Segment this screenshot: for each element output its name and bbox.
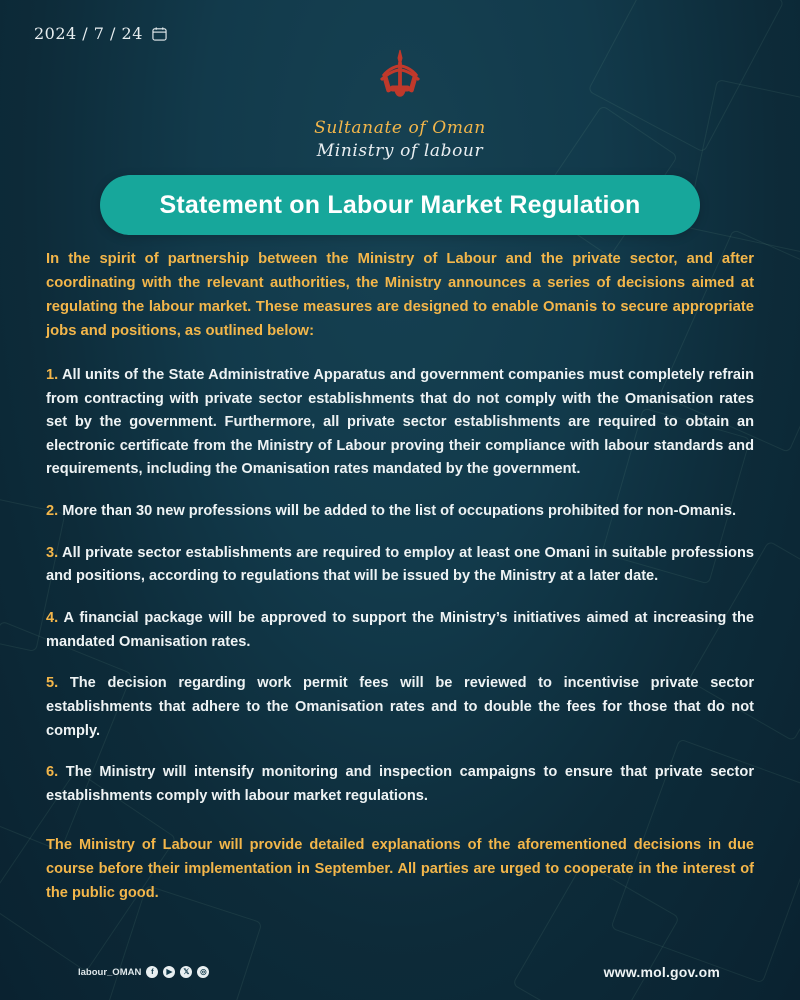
- facebook-icon[interactable]: f: [146, 966, 158, 978]
- org-line-2: Ministry of labour: [316, 140, 484, 161]
- item-number: 5.: [46, 675, 59, 692]
- social-handle-group: [78, 966, 209, 978]
- emblem-block: [0, 46, 800, 163]
- statement-title-banner: [100, 175, 700, 235]
- item-number: 4.: [46, 610, 59, 626]
- item-text: The decision regarding work permit fees will be reviewed to incentivise private sector establishments that adhere to the Omanisation rates and to double the fees for those that do not comply.: [46, 675, 754, 739]
- social-handle: labour_OMAN: [78, 966, 142, 978]
- list-item: [46, 761, 754, 808]
- item-text: More than 30 new professions will be added to the list of occupations prohibited for non-Omanis.: [62, 503, 737, 520]
- org-line-1: Sultanate of Oman: [314, 118, 486, 138]
- youtube-icon[interactable]: ▶: [163, 966, 175, 978]
- item-text: All units of the State Administrative Apparatus and government companies must completely refrain from contracting with private sector establishments that do not comply with the Omanisation rates set by the government. Furthermore, all private sector establishments are required to obtain an electronic certificate from the Ministry of Labour proving their compliance with labour standards and requirements, including the Omanisation rates mandated by the government.: [46, 366, 754, 478]
- item-number: 3.: [46, 544, 59, 561]
- item-number: 2.: [46, 503, 59, 520]
- organization-name: [0, 117, 800, 163]
- list-item: [46, 542, 754, 589]
- item-number: 1.: [46, 366, 59, 383]
- page-title: Statement on Labour Market Regulation: [159, 190, 641, 219]
- closing-paragraph: The Ministry of Labour will provide detailed explanations of the aforementioned decisions in due course before their implementation in September. All parties are urged to cooperate in the interest of the public good.: [46, 837, 754, 901]
- lead-paragraph: In the spirit of partnership between the Ministry of Labour and the private sector, and after coordinating with the relevant authorities, the Ministry announces a series of decisions aimed at regulating the labour market. These measures are designed to enable Omanis to secure appropriate jobs and positions, as outlined below:: [46, 251, 754, 339]
- list-item: [46, 607, 754, 654]
- statement-body: [46, 248, 754, 905]
- list-item: [46, 364, 754, 482]
- date-text: 2024 / 7 / 24: [34, 24, 143, 43]
- footer: [0, 952, 800, 982]
- item-number: 6.: [46, 764, 59, 781]
- item-text: A financial package will be approved to support the Ministry’s initiatives aimed at increasing the mandated Omanisation rates.: [46, 610, 755, 650]
- item-text: The Ministry will intensify monitoring and inspection campaigns to ensure that private sector establishments comply with labour market regulations.: [46, 764, 754, 804]
- list-item: [46, 672, 754, 743]
- list-item: [46, 500, 754, 524]
- x-twitter-icon[interactable]: 𝕏: [180, 966, 192, 978]
- calendar-icon: [152, 26, 167, 41]
- website-url[interactable]: www.mol.gov.om: [603, 964, 720, 980]
- oman-national-emblem-icon: [371, 46, 429, 111]
- date-stamp: [34, 24, 167, 43]
- instagram-icon[interactable]: ◎: [197, 966, 209, 978]
- item-text: All private sector establishments are required to employ at least one Omani in suitable professions and positions, according to regulations that will be issued by the Ministry at a later date.: [46, 544, 754, 585]
